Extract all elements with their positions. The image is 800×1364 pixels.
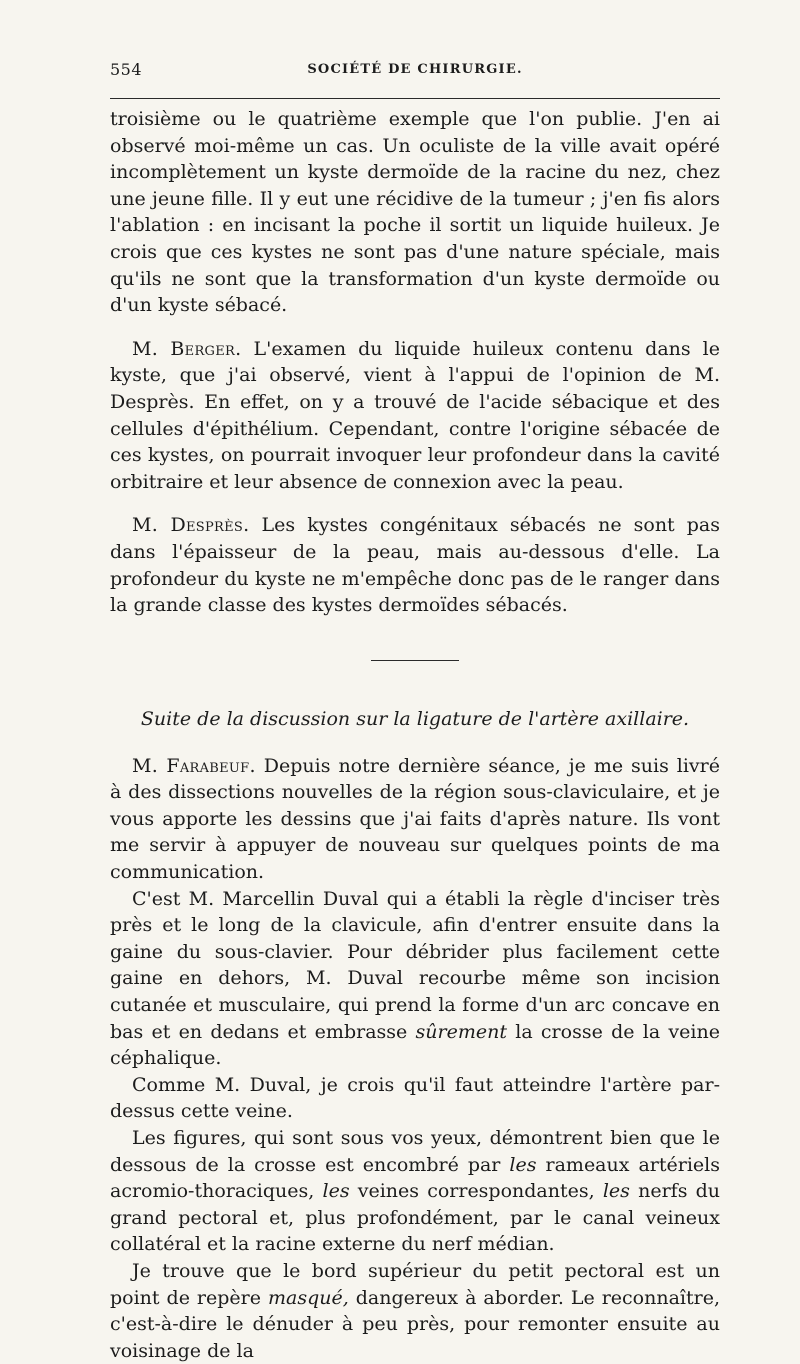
section-separator [371,660,459,661]
section-heading: Suite de la discussion sur la ligature de l'artère axillaire. [140,707,690,730]
paragraph-text: rameaux artériels acromio-thoraciques, [110,1153,720,1203]
paragraph-text: Comme M. Duval, je crois qu'il faut atteindre l'artère par-dessus cette veine. [110,1073,720,1123]
paragraph-text: veines correspondantes, [357,1180,595,1203]
paragraph-petit-pectoral [110,1258,720,1364]
speaker-name: M. Berger. [132,337,242,360]
italic-word: les [322,1180,350,1203]
page-body [110,106,720,1364]
paragraph-text: dangereux à aborder. Le reconnaître, c'est-à-dire le dénuder à peu près, pour remonter ensuite au voisinage de la [110,1286,720,1362]
paragraph-text: C'est M. Marcellin Duval qui a établi la règle d'inciser très près et le long de la clavicule, afin d'entrer ensuite dans la gaine du sous-clavier. Pour débrider plus facilement cette gaine en dehors, M. Duval recourbe même son incision cutanée et musculaire, qui prend la forme d'un arc concave en bas et en dedans et embrasse [110,887,720,1043]
paragraph-text: troisième ou le quatrième exemple que l'on publie. J'en ai observé moi-même un cas. Un oculiste de la ville avait opéré incomplètement un kyste dermoïde de la racine du nez, chez une jeune fille. Il y eut une récidive de la tumeur ; j'en fis alors l'ablation : en incisant la poche il sortit un liquide huileux. Je crois que ces kystes ne sont pas d'une nature spéciale, mais qu'ils ne sont que la transformation d'un kyste dermoïde ou d'un kyste sébacé. [110,108,720,317]
speaker-name: M. Desprès. [132,514,250,537]
paragraph-berger [110,336,720,496]
paragraph-text: L'examen du liquide huileux contenu dans le kyste, que j'ai observé, vient à l'appui de l'opinion de M. Desprès. En effet, on y a trouvé de l'acide sébacique et des cellules d'épithélium. Cependant, contre l'origine sébacée de ces kystes, on pourrait invoquer leur profondeur dans la cavité orbitraire et leur absence de connexion avec la peau. [110,337,720,493]
paragraph-comme-duval [110,1072,720,1125]
paragraph-farabeuf [110,753,720,886]
paragraph-figures [110,1125,720,1258]
paragraph-text: la crosse de la veine céphalique. [110,1020,720,1070]
paragraph-text: Depuis notre dernière séance, je me suis livré à des dissections nouvelles de la région sous-claviculaire, et je vous apporte les dessins que j'ai faits d'après nature. Ils vont me servir à appuyer de nouveau sur quelques points de ma communication. [110,754,720,884]
italic-word: les [602,1180,630,1203]
italic-word: les [509,1153,537,1176]
italic-word: sûrement [415,1020,507,1043]
paragraph-kyste-continuation [110,106,720,319]
page-header [110,60,720,84]
paragraph-text: Les figures, qui sont sous vos yeux, démontrent bien que le dessous de la crosse est encombré par [110,1127,720,1176]
paragraph-text: Les kystes congénitaux sébacés ne sont pas dans l'épaisseur de la peau, mais au-dessous d'elle. La profondeur du kyste ne m'empêche donc pas de le ranger dans la grande classe des kystes dermoïdes sébacés. [110,514,720,617]
paragraph-text: nerfs du grand pectoral et, plus profondément, par le canal veineux collatéral et la racine externe du nerf médian. [110,1180,720,1256]
italic-word: masqué, [267,1286,349,1309]
header-rule [110,98,720,99]
paragraph-despres [110,512,720,618]
running-title: SOCIÉTÉ DE CHIRURGIE. [307,62,523,77]
page-number: 554 [110,60,143,79]
speaker-name: M. Farabeuf. [132,754,256,777]
paragraph-text: Je trouve que le bord supérieur du petit pectoral est un point de repère [110,1259,720,1309]
paragraph-duval [110,886,720,1072]
